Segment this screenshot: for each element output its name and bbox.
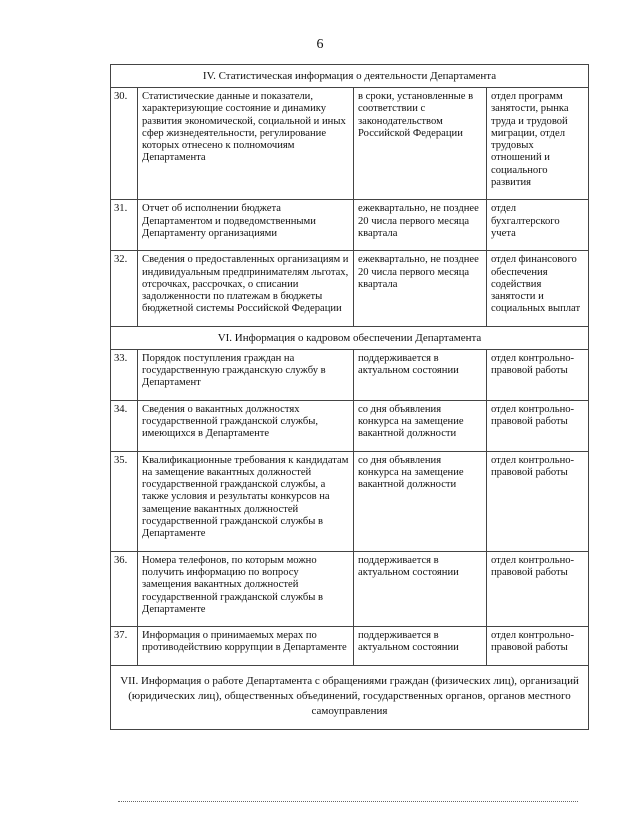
section-header-row [111,65,589,88]
section-header-row [111,326,589,349]
row-info: Отчет об исполнении бюджета Департаментом и подведомственными Департаменту организациями [138,200,354,251]
row-info: Сведения о вакантных должностях государственной гражданской службы, имеющихся в Департаменте [138,400,354,451]
table-row [111,251,589,326]
row-responsible: отдел контрольно-правовой работы [487,349,589,400]
row-responsible: отдел бухгалтерского учета [487,200,589,251]
row-number: 37. [111,627,138,666]
row-number: 34. [111,400,138,451]
row-period: в сроки, установленные в соответствии с законодательством Российской Федерации [354,88,487,200]
row-period: со дня объявления конкурса на замещение вакантной должности [354,451,487,551]
table-row [111,88,589,200]
table-row [111,349,589,400]
information-table [110,64,589,730]
row-number: 36. [111,551,138,626]
row-period: поддерживается в актуальном состоянии [354,627,487,666]
row-responsible: отдел программ занятости, рынка труда и трудовой миграции, отдел трудовых отношений и социального развития [487,88,589,200]
table-row [111,551,589,626]
table-row [111,451,589,551]
row-period: ежеквартально, не позднее 20 числа первого месяца квартала [354,200,487,251]
section-vi-title: VI. Информация о кадровом обеспечении Департамента [111,326,589,349]
row-responsible: отдел контрольно-правовой работы [487,551,589,626]
table-row [111,200,589,251]
table-row [111,627,589,666]
row-responsible: отдел контрольно-правовой работы [487,400,589,451]
row-period: поддерживается в актуальном состоянии [354,349,487,400]
row-info: Номера телефонов, по которым можно получить информацию по вопросу замещения вакантных должностей государственной гражданской службы в Департаменте [138,551,354,626]
section-vii-title: VII. Информация о работе Департамента с обращениями граждан (физических лиц), организаций (юридических лиц), общественных объединений, государственных органов, органов местного самоуправления [111,665,589,729]
row-number: 32. [111,251,138,326]
row-responsible: отдел контрольно-правовой работы [487,627,589,666]
row-info: Порядок поступления граждан на государственную гражданскую службу в Департамент [138,349,354,400]
row-number: 31. [111,200,138,251]
footer-dotted-line [118,801,578,802]
row-period: со дня объявления конкурса на замещение вакантной должности [354,400,487,451]
row-responsible: отдел контрольно-правовой работы [487,451,589,551]
section-header-row [111,665,589,729]
row-number: 30. [111,88,138,200]
row-period: ежеквартально, не позднее 20 числа первого месяца квартала [354,251,487,326]
row-number: 35. [111,451,138,551]
row-info: Статистические данные и показатели, характеризующие состояние и динамику развития экономической, социальной и иных сфер жизнедеятельности, регулирование которых отнесено к полномочиям Департамента [138,88,354,200]
row-info: Квалификационные требования к кандидатам на замещение вакантных должностей государственной гражданской службы, а также условия и результаты конкурсов на замещение вакантных должностей государственной гражданской службы в Департаменте [138,451,354,551]
page-number: 6 [316,37,324,52]
section-iv-title: IV. Статистическая информация о деятельности Департамента [111,65,589,88]
row-info: Сведения о предоставленных организациям и индивидуальным предпринимателям льготах, отсрочках, рассрочках, о списании задолженности по платежам в бюджеты бюджетной системы Российской Федерации [138,251,354,326]
row-period: поддерживается в актуальном состоянии [354,551,487,626]
row-info: Информация о принимаемых мерах по противодействию коррупции в Департаменте [138,627,354,666]
row-responsible: отдел финансового обеспечения содействия занятости и социальных выплат [487,251,589,326]
table-row [111,400,589,451]
row-number: 33. [111,349,138,400]
